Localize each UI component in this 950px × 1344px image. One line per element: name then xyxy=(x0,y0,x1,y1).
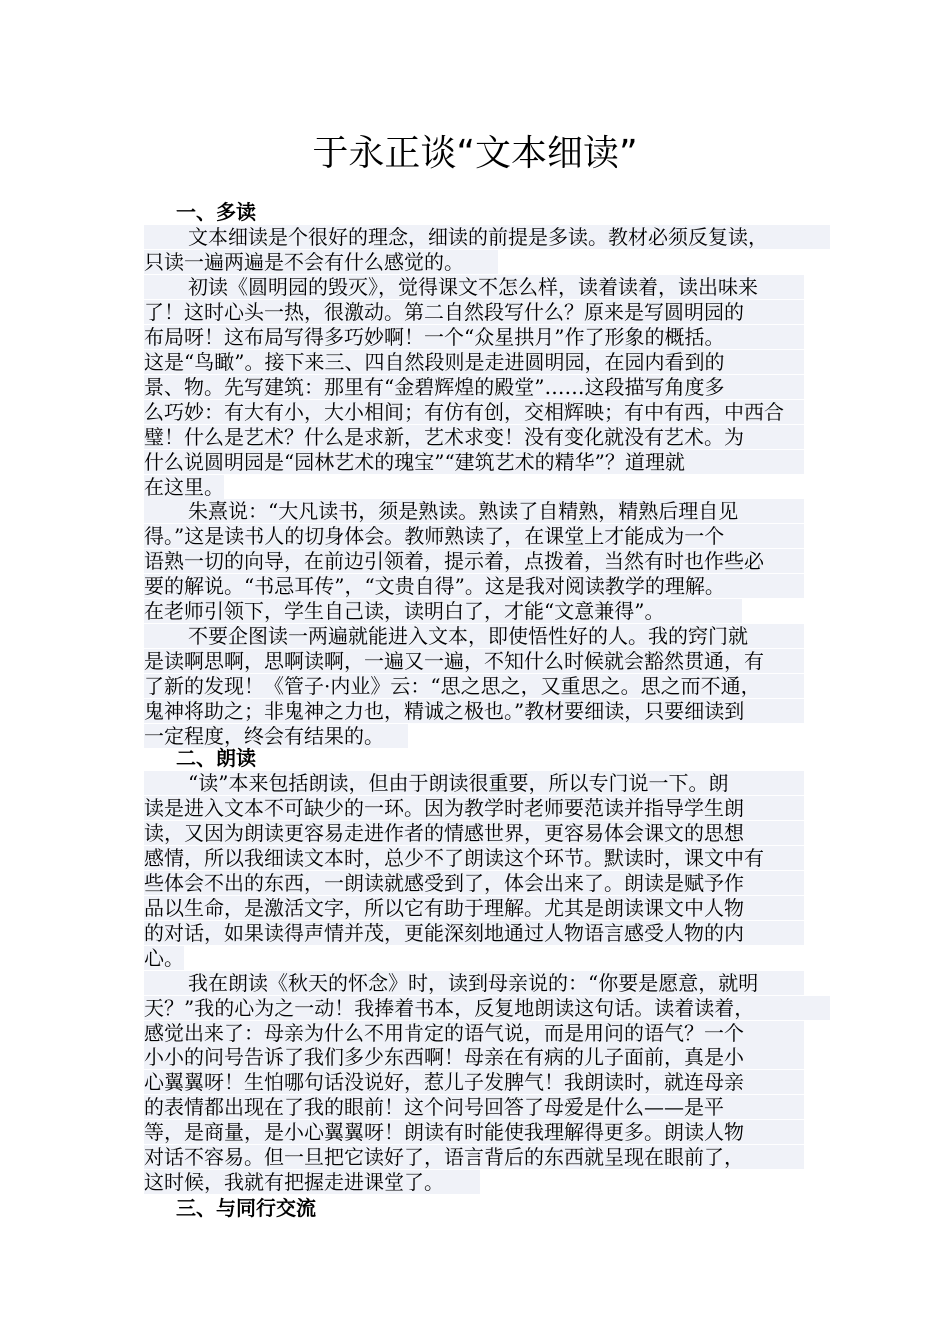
text-line: 感觉出来了：母亲为什么不用肯定的语气说，而是用问的语气？一个 xyxy=(144,1021,804,1045)
text-line: 这时候，我就有把握走进课堂了。 xyxy=(144,1170,480,1194)
text-line: 了新的发现！《管子·内业》云：“思之思之，又重思之。思之而不通， xyxy=(144,674,804,698)
text-line: 文本细读是个很好的理念，细读的前提是多读。教材必须反复读， xyxy=(144,225,830,249)
text-line: 在老师引领下，学生自己读，读明白了，才能“文意兼得”。 xyxy=(144,599,742,623)
text-line: 初读《圆明园的毁灭》，觉得课文不怎么样，读着读着，读出味来 xyxy=(144,275,804,299)
text-line: 的表情都出现在了我的眼前！这个问号回答了母爱是什么——是平 xyxy=(144,1095,804,1119)
text-line: “读”本来包括朗读，但由于朗读很重要，所以专门说一下。朗 xyxy=(144,771,804,795)
text-line: 得。”这是读书人的切身体会。教师熟读了，在课堂上才能成为一个 xyxy=(144,524,804,548)
text-line: 要的解说。“书忌耳传”，“文贵自得”。这是我对阅读教学的理解。 xyxy=(144,574,804,598)
section-heading: 三、与同行交流 xyxy=(176,1196,316,1220)
text-line: 不要企图读一两遍就能进入文本，即使悟性好的人。我的窍门就 xyxy=(144,624,804,648)
text-line: 读是进入文本不可缺少的一环。因为教学时老师要范读并指导学生朗 xyxy=(144,796,804,820)
text-line: 我在朗读《秋天的怀念》时，读到母亲说的：“你要是愿意，就明 xyxy=(144,971,804,995)
text-line: 心翼翼呀！生怕哪句话没说好，惹儿子发脾气！我朗读时，就连母亲 xyxy=(144,1070,804,1094)
text-line: 些体会不出的东西，一朗读就感受到了，体会出来了。朗读是赋予作 xyxy=(144,871,804,895)
page-title: 于永正谈“文本细读” xyxy=(312,133,638,174)
section-heading: 二、朗读 xyxy=(176,746,256,770)
text-line: 品以生命，是激活文字，所以它有助于理解。尤其是朗读课文中人物 xyxy=(144,896,804,920)
text-line: 璧！什么是艺术？什么是求新，艺术求变！没有变化就没有艺术。为 xyxy=(144,425,804,449)
section-heading: 一、多读 xyxy=(176,200,256,224)
text-line: 对话不容易。但一旦把它读好了，语言背后的东西就呈现在眼前了， xyxy=(144,1145,804,1169)
text-line: 语熟一切的向导，在前边引领着，提示着，点拨着，当然有时也作些必 xyxy=(144,549,804,573)
text-line: 天？”我的心为之一动！我捧着书本，反复地朗读这句话。读着读着， xyxy=(144,996,830,1020)
text-line: 这是“鸟瞰”。接下来三、四自然段则是走进圆明园，在园内看到的 xyxy=(144,350,804,374)
text-line: 布局呀！这布局写得多巧妙啊！一个“众星拱月”作了形象的概括。 xyxy=(144,325,804,349)
text-line: 心。 xyxy=(144,946,184,970)
text-line: 什么说圆明园是“园林艺术的瑰宝”“建筑艺术的精华”？道理就 xyxy=(144,450,804,474)
text-line: 了！这时心头一热，很激动。第二自然段写什么？原来是写圆明园的 xyxy=(144,300,804,324)
text-line: 感情，所以我细读文本时，总少不了朗读这个环节。默读时，课文中有 xyxy=(144,846,804,870)
text-line: 是读啊思啊，思啊读啊，一遍又一遍，不知什么时候就会豁然贯通，有 xyxy=(144,649,804,673)
text-line: 么巧妙：有大有小，大小相间；有仿有创，交相辉映；有中有西，中西合 xyxy=(144,400,804,424)
text-line: 一定程度，终会有结果的。 xyxy=(144,724,408,748)
text-line: 朱熹说：“大凡读书，须是熟读。熟读了自精熟，精熟后理自见 xyxy=(144,499,804,523)
text-line: 鬼神将助之；非鬼神之力也，精诚之极也。”教材要细读，只要细读到 xyxy=(144,699,804,723)
text-line: 等，是商量，是小心翼翼呀！朗读有时能使我理解得更多。朗读人物 xyxy=(144,1120,804,1144)
text-line: 的对话，如果读得声情并茂，更能深刻地通过人物语言感受人物的内 xyxy=(144,921,804,945)
text-line: 读，又因为朗读更容易走进作者的情感世界，更容易体会课文的思想 xyxy=(144,821,804,845)
text-line: 只读一遍两遍是不会有什么感觉的。 xyxy=(144,250,498,274)
text-line: 在这里。 xyxy=(144,475,224,499)
text-line: 景、物。先写建筑：那里有“金碧辉煌的殿堂”……这段描写角度多 xyxy=(144,375,804,399)
text-line: 小小的问号告诉了我们多少东西啊！母亲在有病的儿子面前，真是小 xyxy=(144,1045,804,1069)
